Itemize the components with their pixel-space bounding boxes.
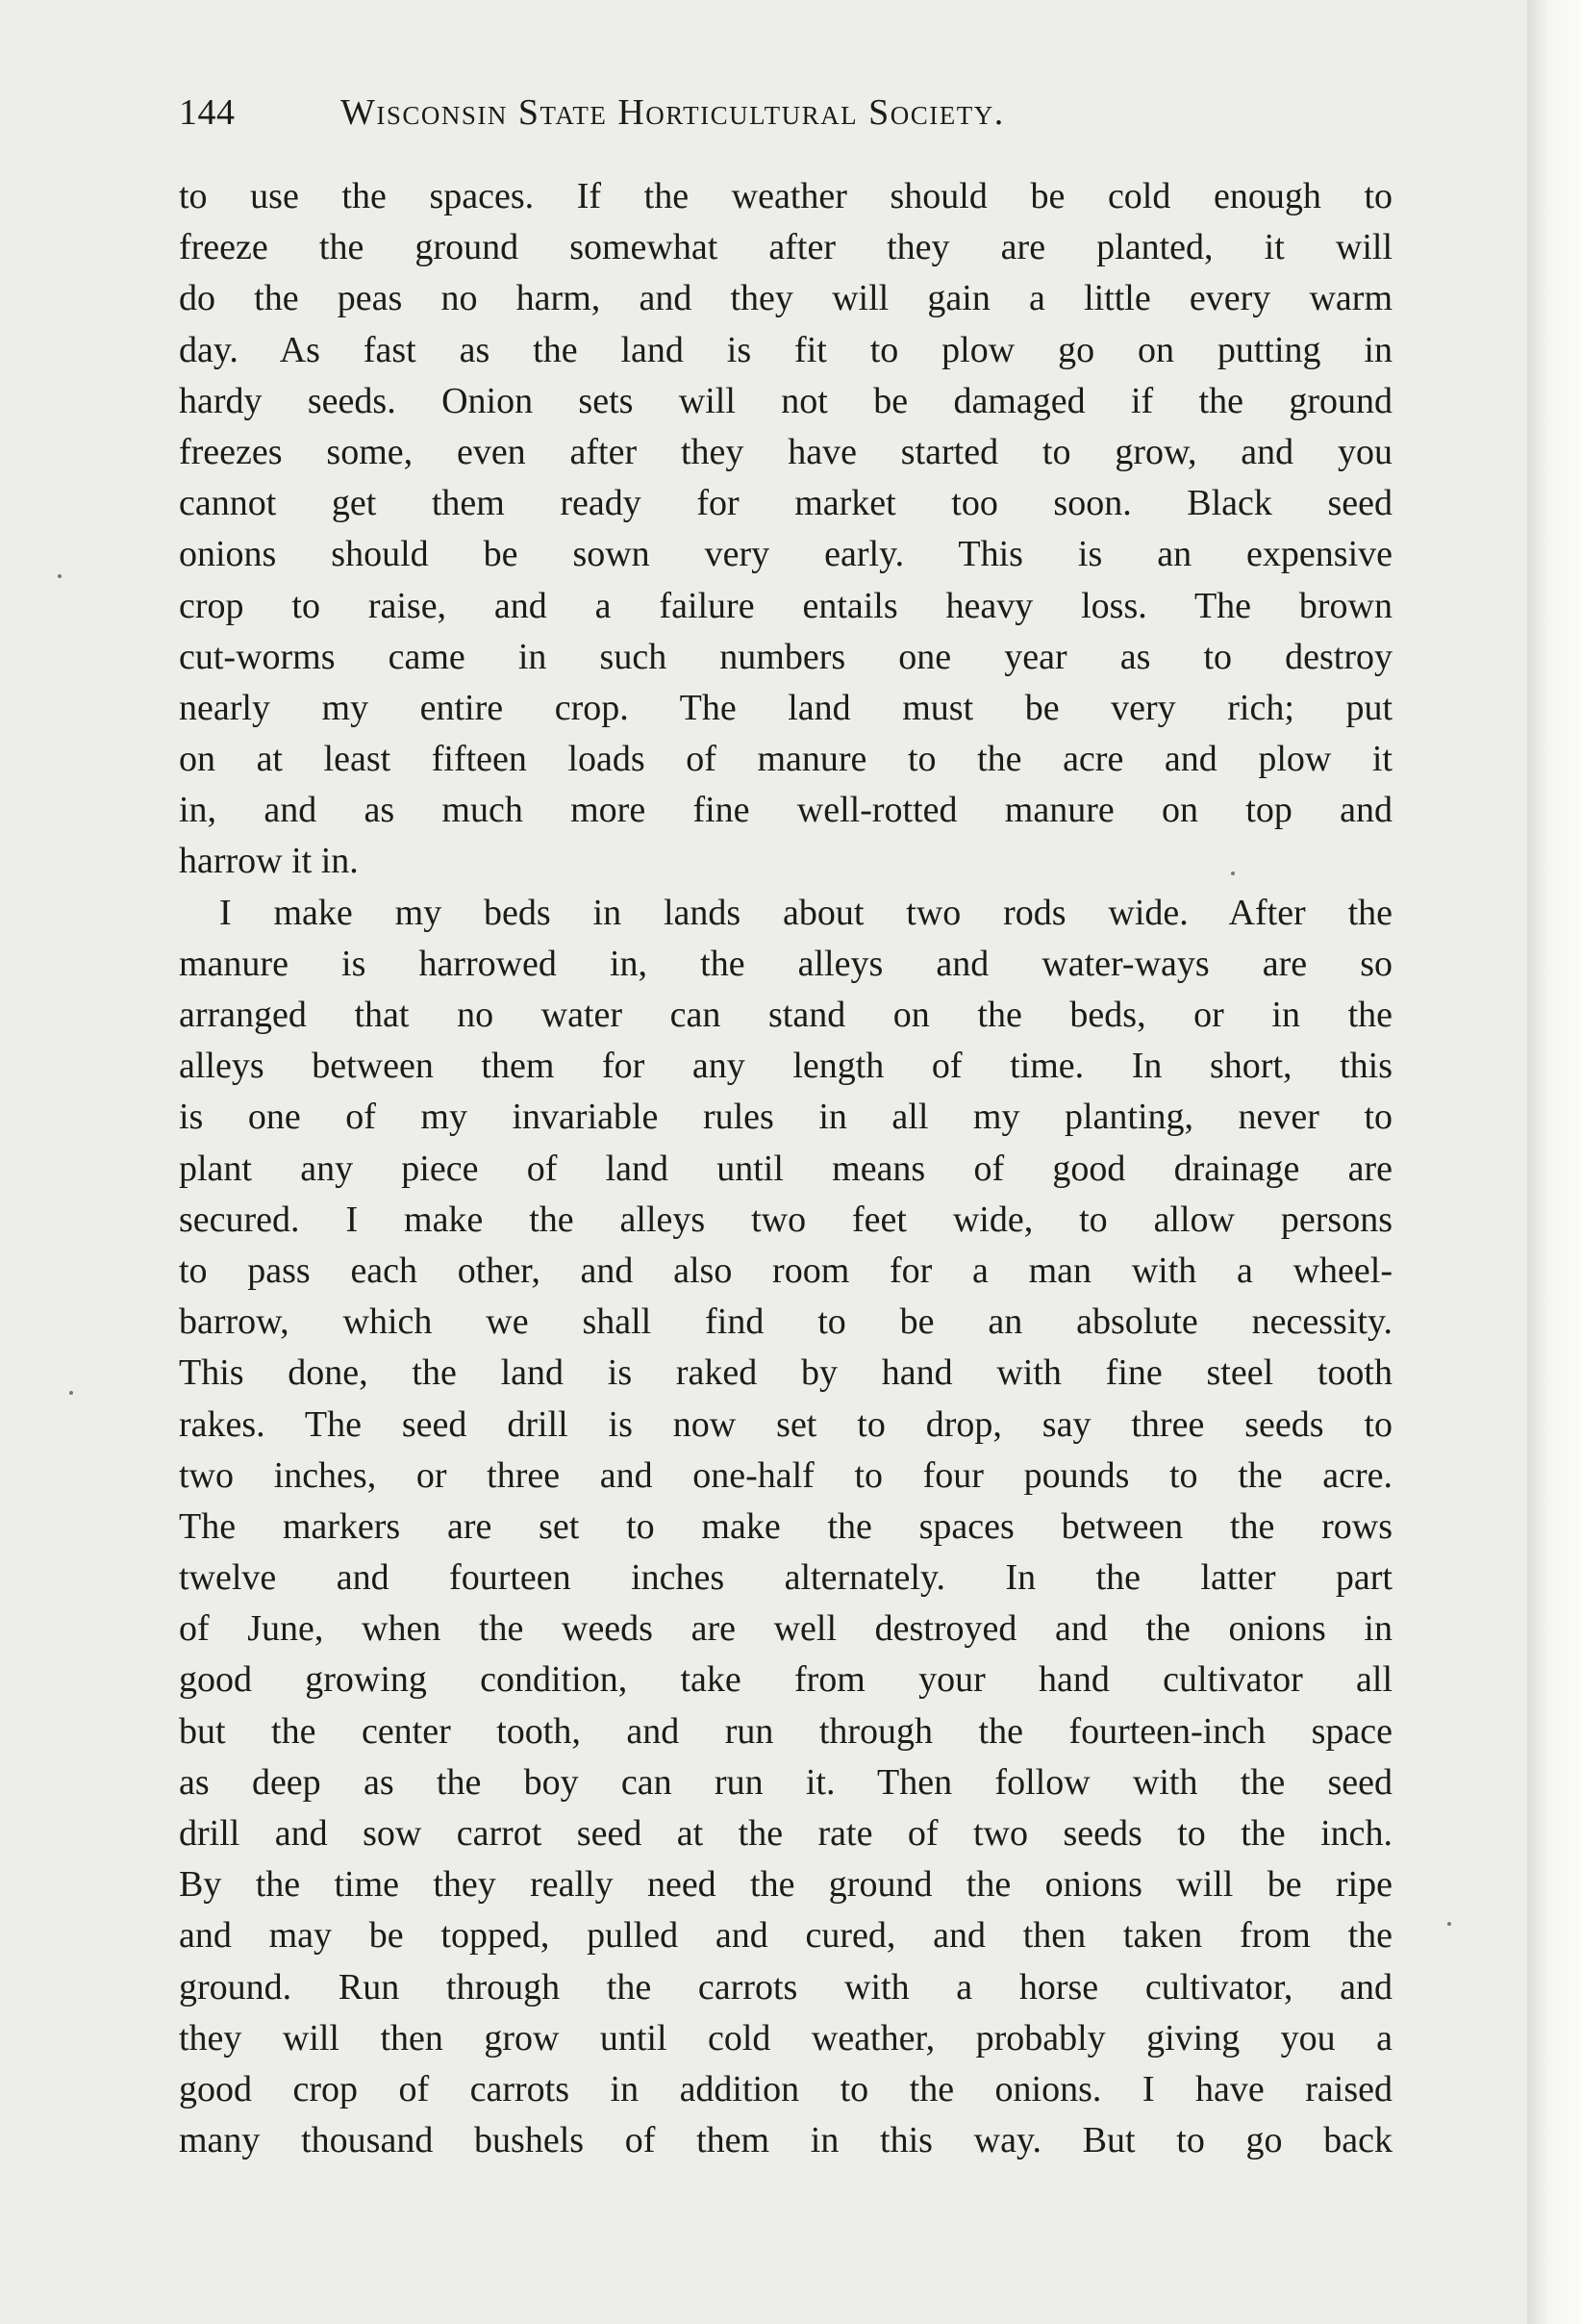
scan-speck: [69, 1391, 73, 1395]
text-line: barrow, which we shall find to be an absolute necessity.: [179, 1301, 1393, 1343]
text-line: manure is harrowed in, the alleys and water-ways are so: [179, 943, 1393, 984]
text-line: but the center tooth, and run through the fourteen-inch space: [179, 1710, 1393, 1752]
text-line: cut-worms came in such numbers one year as to destroy: [179, 636, 1393, 677]
text-line: harrow it in.: [179, 841, 359, 882]
text-line: plant any piece of land until means of good drainage are: [179, 1148, 1393, 1189]
text-line: cannot get them ready for market too soon. Black seed: [179, 483, 1393, 524]
text-line: freeze the ground somewhat after they are planted, it will: [179, 227, 1393, 268]
text-line: rakes. The seed drill is now set to drop, say three seeds to: [179, 1403, 1393, 1445]
text-line: onions should be sown very early. This is an expensive: [179, 534, 1393, 575]
paragraph-1: [179, 171, 1393, 888]
text-line: This done, the land is raked by hand with fine steel tooth: [179, 1352, 1393, 1394]
scan-speck: [1447, 1922, 1451, 1926]
running-title: Wisconsin State Horticultural Society.: [340, 92, 1005, 133]
text-line: in, and as much more fine well-rotted manure on top and: [179, 790, 1393, 831]
text-line: The markers are set to make the spaces between the rows: [179, 1505, 1393, 1547]
text-line: day. As fast as the land is fit to plow go on putting in: [179, 329, 1393, 370]
text-line: secured. I make the alleys two feet wide, to allow persons: [179, 1199, 1393, 1240]
text-line: good growing condition, take from your hand cultivator all: [179, 1659, 1393, 1701]
text-line: to pass each other, and also room for a man with a wheel-: [179, 1250, 1393, 1291]
text-line: crop to raise, and a failure entails heavy loss. The brown: [179, 585, 1393, 626]
text-line: of June, when the weeds are well destroyed and the onions in: [179, 1608, 1393, 1650]
text-line: and may be topped, pulled and cured, and then taken from the: [179, 1915, 1393, 1957]
text-line: I make my beds in lands about two rods wide. After the: [219, 892, 1393, 933]
text-line: twelve and fourteen inches alternately. In the latter part: [179, 1557, 1393, 1599]
text-line: as deep as the boy can run it. Then follow with the seed: [179, 1761, 1393, 1803]
page-number: 144: [179, 92, 236, 133]
text-line: ground. Run through the carrots with a horse cultivator, and: [179, 1966, 1393, 2008]
text-line: good crop of carrots in addition to the onions. I have raised: [179, 2068, 1393, 2109]
page-edge-shadow: [1527, 0, 1581, 2324]
text-line: many thousand bushels of them in this way. But to go back: [179, 2120, 1393, 2161]
text-line: two inches, or three and one-half to four pounds to the acre.: [179, 1454, 1393, 1496]
text-line: alleys between them for any length of time. In short, this: [179, 1046, 1393, 1087]
text-line: arranged that no water can stand on the beds, or in the: [179, 995, 1393, 1035]
text-line: on at least fifteen loads of manure to the acre and plow it: [179, 739, 1393, 780]
paragraph-2: [179, 888, 1393, 2167]
text-line: hardy seeds. Onion sets will not be damaged if the ground: [179, 380, 1393, 421]
text-line: nearly my entire crop. The land must be very rich; put: [179, 687, 1393, 728]
text-line: is one of my invariable rules in all my planting, never to: [179, 1097, 1393, 1138]
scan-speck: [1231, 872, 1235, 875]
text-line: freezes some, even after they have started to grow, and you: [179, 431, 1393, 472]
text-line: do the peas no harm, and they will gain a little every warm: [179, 278, 1393, 319]
text-line: to use the spaces. If the weather should be cold enough to: [179, 176, 1393, 216]
body-text: [179, 171, 1393, 2166]
text-line: By the time they really need the ground the onions will be ripe: [179, 1864, 1393, 1906]
scan-speck: [58, 574, 62, 578]
text-line: they will then grow until cold weather, probably giving you a: [179, 2017, 1393, 2059]
page-header: [179, 88, 1393, 137]
text-line: drill and sow carrot seed at the rate of two seeds to the inch.: [179, 1813, 1393, 1854]
